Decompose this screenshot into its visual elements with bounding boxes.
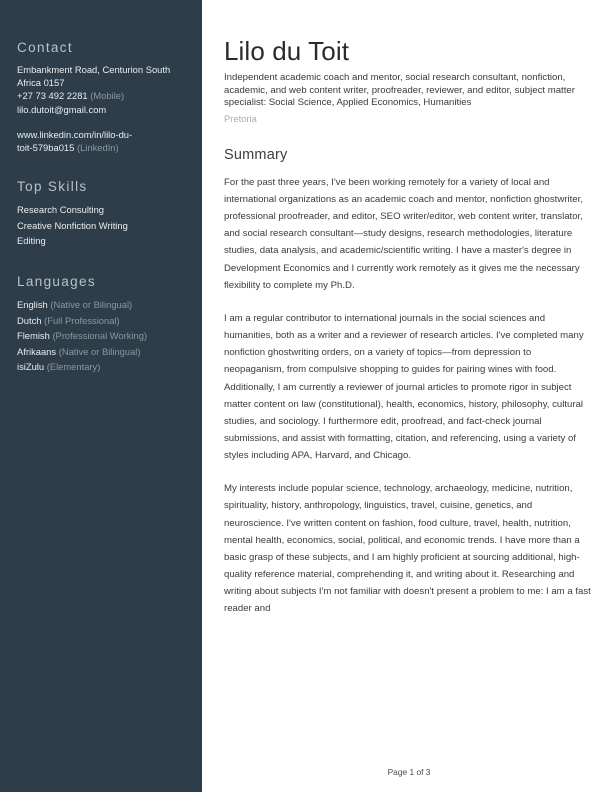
sidebar-section-top-skills <box>17 179 188 248</box>
language-level: (Native or Bilingual) <box>58 345 141 357</box>
skill-item: Editing <box>17 234 46 246</box>
summary-section-title: Summary <box>224 146 288 163</box>
summary-paragraph: For the past three years, I've been working remotely for a variety of local and international organizations as an academic coach and mentor, nonfiction ghostwriter, professional proofreader, and editor, SEO writer/editor, web content writer, translator, and social research consultant—study designs, research methodologies, literature studies, data analysis, and academic/scientific writing. I have a master's degree in Development Economics and I currently work remotely as it gives me the necessary flexibility to complete my Ph.D. <box>224 176 583 291</box>
sidebar <box>0 0 202 792</box>
skill-item: Creative Nonfiction Writing <box>17 219 128 231</box>
language-level: (Professional Working) <box>52 330 148 342</box>
professional-headline: Independent academic coach and mentor, social research consultant, nonfiction, academic, and web content writer, proofreader, reviewer, and editor, subject matter specialist: Social Science, Applied Economics, Humanities <box>224 72 575 109</box>
sidebar-section-contact <box>17 40 188 154</box>
contact-phone-label: (Mobile) <box>90 90 125 102</box>
summary-paragraph: My interests include popular science, technology, archaeology, medicine, nutrition, spirituality, history, anthropology, linguistics, travel, cuisine, genetics, and neuroscience. I've written content on fashion, food culture, travel, health, nutrition, mental health, economics, social, political, and economic trends. I have more than a basic grasp of these subjects, and I am highly proficient at sourcing additional, high-quality reference material, comprehending it, and writing about it. Researching and writing about subjects I'm not familiar with doesn't present a problem to me: I am a fast reader and <box>224 483 591 615</box>
sidebar-section-languages <box>17 274 188 375</box>
language-name: Afrikaans <box>17 345 57 357</box>
main-content <box>224 0 594 634</box>
language-name: isiZulu <box>17 361 45 373</box>
contact-heading: Contact <box>17 40 73 55</box>
language-name: English <box>17 299 48 311</box>
language-name: Dutch <box>17 314 42 326</box>
contact-phone: +27 73 492 2281 <box>17 90 88 102</box>
linkedin-label: (LinkedIn) <box>76 142 119 154</box>
language-item <box>17 359 188 375</box>
contact-email[interactable]: lilo.dutoit@gmail.com <box>17 103 107 115</box>
language-name: Flemish <box>17 330 50 342</box>
language-level: (Full Professional) <box>44 314 120 326</box>
contact-address-line1: Embankment Road, Centurion South <box>17 64 171 75</box>
contact-linkedin[interactable] <box>17 128 188 154</box>
summary-paragraph: I am a regular contributor to international journals in the social sciences and humanities, both as a writer and a reviewer of research articles. I've completed many nonfiction ghostwriting orders, on a variety of topics—from depression to neopaganism, from compulsive shopping to guides for pairing wines with food. Additionally, I am currently a reviewer of journal articles to promote rigor in subject matter content on law (constitutional), health, economics, history, philosophy, cultural studies, and sociology. I furthermore edit, proofread, and fact-check journal submissions, and assist with formatting, citation, and referencing, using a variety of styles including APA, Harvard, and Chicago. <box>224 312 584 462</box>
contact-details <box>17 63 188 116</box>
skill-item: Research Consulting <box>17 204 105 216</box>
language-level: (Native or Bilingual) <box>50 299 133 311</box>
language-item <box>17 328 188 344</box>
language-level: (Elementary) <box>46 361 101 373</box>
page-title: Lilo du Toit <box>224 36 350 66</box>
top-skills-heading: Top Skills <box>17 179 88 195</box>
location-text: Pretoria <box>224 112 257 124</box>
linkedin-url-line2[interactable]: toit-579ba015 <box>17 142 75 154</box>
contact-address-line2: Africa 0157 <box>17 77 65 89</box>
linkedin-url-row[interactable] <box>17 141 188 154</box>
language-item <box>17 344 188 360</box>
contact-phone-row <box>17 89 188 102</box>
language-item <box>17 313 188 329</box>
linkedin-url-line1[interactable]: www.linkedin.com/in/lilo-du- <box>17 128 133 140</box>
page-footer <box>224 767 594 777</box>
page-indicator: Page 1 of 3 <box>387 767 431 777</box>
languages-heading: Languages <box>17 274 96 290</box>
language-item <box>17 297 188 313</box>
